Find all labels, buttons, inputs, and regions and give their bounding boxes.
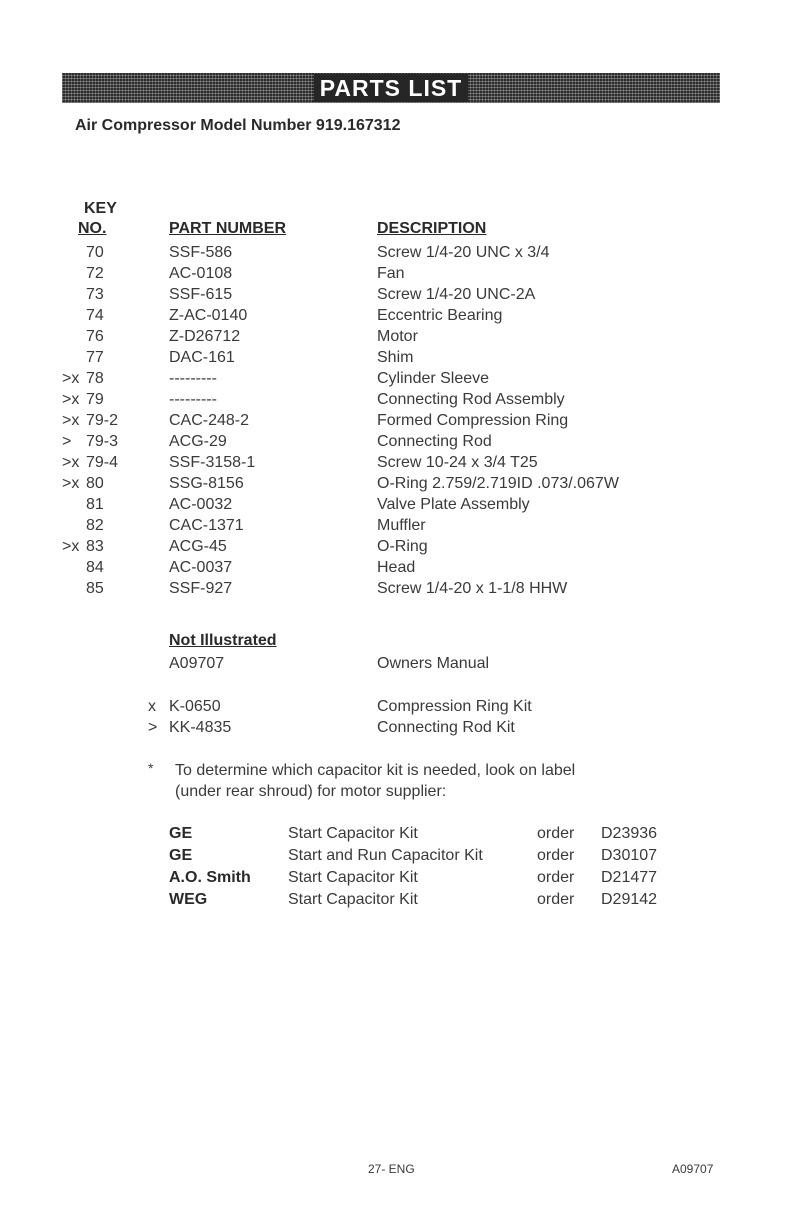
key-number: 80: [86, 475, 104, 492]
part-description: Motor: [377, 328, 418, 345]
note-line-1: To determine which capacitor kit is needed, look on label: [175, 762, 576, 779]
not-illustrated-row: [0, 653, 793, 674]
key-prefix: >x: [62, 454, 80, 471]
order-code: D23936: [601, 825, 658, 842]
part-description: Eccentric Bearing: [377, 307, 503, 324]
order-code: D29142: [601, 891, 658, 908]
kit-row: [0, 717, 793, 738]
order-label: order: [537, 891, 575, 908]
part-description: Connecting Rod: [377, 433, 492, 450]
kit-mark: >: [148, 719, 158, 736]
part-number: Z-AC-0140: [169, 307, 248, 324]
part-description: O-Ring: [377, 538, 428, 555]
part-number: SSF-927: [169, 580, 233, 597]
part-number-header: PART NUMBER: [169, 220, 287, 237]
parts-row: [0, 389, 793, 410]
key-prefix: >x: [62, 412, 80, 429]
part-description: Screw 1/4-20 UNC x 3/4: [377, 244, 550, 261]
key-number: 76: [86, 328, 104, 345]
supplier-brand: WEG: [169, 891, 208, 908]
part-number: ---------: [169, 391, 217, 408]
parts-row: [0, 410, 793, 431]
part-description: Cylinder Sleeve: [377, 370, 490, 387]
part-description: O-Ring 2.759/2.719ID .073/.067W: [377, 475, 619, 492]
order-code: D21477: [601, 869, 658, 886]
model-number-heading: Air Compressor Model Number 919.167312: [75, 117, 401, 134]
parts-row: [0, 515, 793, 536]
key-number: 70: [86, 244, 104, 261]
parts-row: [0, 578, 793, 599]
part-description: Shim: [377, 349, 414, 366]
key-number: 77: [86, 349, 104, 366]
part-description: Screw 1/4-20 UNC-2A: [377, 286, 536, 303]
kit-row: [0, 696, 793, 717]
parts-row: [0, 368, 793, 389]
order-code: D30107: [601, 847, 658, 864]
parts-row: [0, 305, 793, 326]
order-label: order: [537, 847, 575, 864]
description-header: DESCRIPTION: [377, 220, 487, 237]
part-number: ACG-45: [169, 538, 227, 555]
order-label: order: [537, 869, 575, 886]
key-number: 72: [86, 265, 104, 282]
supplier-brand: GE: [169, 847, 193, 864]
key-number: 79-2: [86, 412, 119, 429]
parts-row: [0, 494, 793, 515]
part-number: SSF-586: [169, 244, 233, 261]
key-number: 78: [86, 370, 104, 387]
parts-row: [0, 536, 793, 557]
parts-row: [0, 284, 793, 305]
key-number: 79-4: [86, 454, 119, 471]
parts-row: [0, 473, 793, 494]
note-asterisk: *: [148, 760, 154, 776]
capacitor-kit-description: Start Capacitor Kit: [288, 825, 418, 842]
parts-list-title: PARTS LIST: [314, 74, 468, 102]
part-description: Screw 1/4-20 x 1-1/8 HHW: [377, 580, 568, 597]
capacitor-kit-description: Start and Run Capacitor Kit: [288, 847, 483, 864]
part-number: Z-D26712: [169, 328, 241, 345]
part-number: CAC-248-2: [169, 412, 250, 429]
part-number: K-0650: [169, 698, 221, 715]
part-number: SSG-8156: [169, 475, 244, 492]
supplier-brand: A.O. Smith: [169, 869, 251, 886]
part-description: Owners Manual: [377, 655, 490, 672]
key-number: 82: [86, 517, 104, 534]
note-line-2: (under rear shroud) for motor supplier:: [175, 783, 447, 800]
part-description: Formed Compression Ring: [377, 412, 569, 429]
key-number: 83: [86, 538, 104, 555]
key-header-line1: KEY: [84, 200, 117, 217]
part-description: Head: [377, 559, 416, 576]
not-illustrated-heading: Not Illustrated: [169, 632, 277, 649]
part-number: SSF-3158-1: [169, 454, 256, 471]
key-prefix: >: [62, 433, 72, 450]
part-number: AC-0037: [169, 559, 233, 576]
key-prefix: >x: [62, 370, 80, 387]
page-number: 27- ENG: [368, 1162, 415, 1176]
key-number: 74: [86, 307, 104, 324]
key-prefix: >x: [62, 391, 80, 408]
part-description: Valve Plate Assembly: [377, 496, 530, 513]
part-description: Compression Ring Kit: [377, 698, 532, 715]
capacitor-kit-description: Start Capacitor Kit: [288, 869, 418, 886]
part-number: DAC-161: [169, 349, 235, 366]
part-description: Connecting Rod Kit: [377, 719, 515, 736]
parts-row: [0, 452, 793, 473]
parts-row: [0, 347, 793, 368]
parts-row: [0, 242, 793, 263]
part-number: KK-4835: [169, 719, 232, 736]
part-number: AC-0108: [169, 265, 233, 282]
kit-mark: x: [148, 698, 156, 715]
key-number: 85: [86, 580, 104, 597]
part-description: Fan: [377, 265, 405, 282]
part-number: ACG-29: [169, 433, 227, 450]
key-header-line2: NO.: [78, 220, 107, 237]
parts-list-banner: [62, 73, 720, 103]
part-description: Screw 10-24 x 3/4 T25: [377, 454, 538, 471]
key-prefix: >x: [62, 475, 80, 492]
part-number: CAC-1371: [169, 517, 244, 534]
part-description: Muffler: [377, 517, 426, 534]
part-description: Connecting Rod Assembly: [377, 391, 565, 408]
capacitor-kit-description: Start Capacitor Kit: [288, 891, 418, 908]
supplier-brand: GE: [169, 825, 193, 842]
key-number: 79-3: [86, 433, 119, 450]
key-number: 73: [86, 286, 104, 303]
document-code: A09707: [672, 1162, 714, 1176]
order-label: order: [537, 825, 575, 842]
key-number: 79: [86, 391, 104, 408]
parts-row: [0, 431, 793, 452]
parts-row: [0, 263, 793, 284]
part-number: A09707: [169, 655, 225, 672]
parts-row: [0, 326, 793, 347]
parts-row: [0, 557, 793, 578]
part-number: AC-0032: [169, 496, 233, 513]
key-number: 84: [86, 559, 104, 576]
key-number: 81: [86, 496, 104, 513]
key-prefix: >x: [62, 538, 80, 555]
part-number: SSF-615: [169, 286, 233, 303]
part-number: ---------: [169, 370, 217, 387]
